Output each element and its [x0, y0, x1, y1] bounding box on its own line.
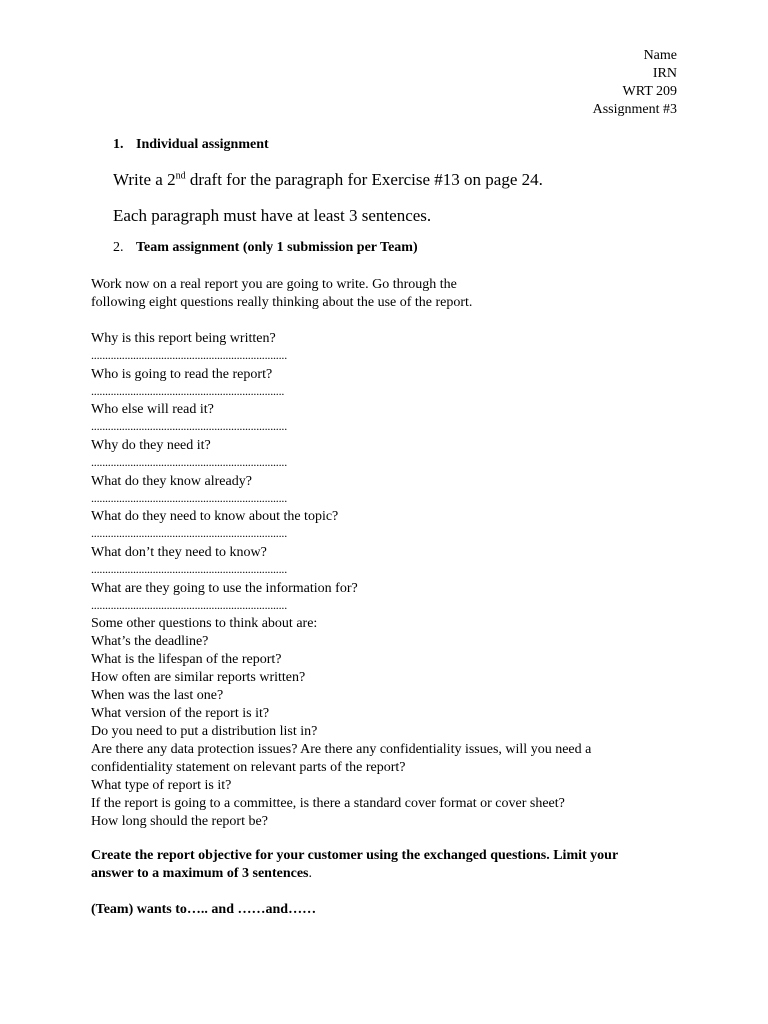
objective-line-2 [91, 865, 691, 883]
section1-heading [113, 137, 269, 153]
document-header [593, 47, 677, 119]
question-item [91, 508, 358, 544]
section2-number: 2. [113, 240, 124, 255]
objective-line-1: Create the report objective for your customer using the exchanged questions. Limit your [91, 848, 619, 863]
intro-line-2: following eight questions really thinking about the use of the report. [91, 295, 473, 310]
section1-requirement: Each paragraph must have at least 3 sentences. [113, 206, 432, 225]
section2-heading [113, 240, 418, 256]
objective-instruction [91, 847, 691, 883]
answer-line: ...................................................................... [91, 419, 288, 434]
other-question: If the report is going to a committee, is there a standard cover format or cover sheet? [91, 796, 565, 811]
question-text: What do they know already? [91, 473, 252, 489]
question-item [91, 473, 358, 509]
section1-instruction [113, 170, 543, 190]
question-item [91, 330, 358, 366]
question-item [91, 544, 358, 580]
answer-line: ...................................................................... [91, 455, 288, 470]
answer-line: ...................................................................... [91, 597, 288, 612]
other-question: When was the last one? [91, 688, 224, 703]
other-questions [91, 615, 671, 831]
other-question-continued: confidentiality statement on relevant parts of the report? [91, 760, 406, 775]
answer-line: ...................................................................... [91, 348, 288, 362]
other-questions-intro: Some other questions to think about are: [91, 616, 318, 631]
other-question: What type of report is it? [91, 778, 232, 793]
question-text: Why do they need it? [91, 438, 211, 454]
intro-line-1: Work now on a real report you are going to write. Go through the [91, 277, 457, 292]
header-course: WRT 209 [622, 84, 677, 99]
answer-line: ..................................................................... [91, 383, 285, 398]
section1-title: Individual assignment [136, 137, 269, 152]
question-text: What do they need to know about the topic? [91, 509, 339, 525]
instruction-superscript: nd [175, 170, 186, 182]
other-question: What’s the deadline? [91, 634, 209, 649]
question-text: Why is this report being written? [91, 331, 276, 346]
section1-number: 1. [113, 137, 124, 152]
question-text: What are they going to use the information for? [91, 580, 358, 596]
question-item [91, 437, 358, 473]
header-name: Name [643, 48, 677, 63]
answer-line: ...................................................................... [91, 526, 288, 541]
question-text: What don’t they need to know? [91, 545, 267, 561]
other-question: What is the lifespan of the report? [91, 652, 282, 667]
other-question: Are there any data protection issues? Are there any confidentiality issues, will you need a [91, 742, 592, 757]
answer-line: ...................................................................... [91, 562, 288, 577]
intro-paragraph [91, 276, 651, 312]
question-text: Who else will read it? [91, 402, 214, 418]
instruction-text-start: Write a 2 [113, 170, 176, 189]
objective-line-2-text: answer to a maximum of 3 sentences [91, 866, 309, 881]
other-question: What version of the report is it? [91, 706, 270, 721]
question-list [91, 330, 358, 616]
question-text: Who is going to read the report? [91, 366, 273, 382]
header-irn: IRN [652, 66, 677, 81]
section2-title: Team assignment (only 1 submission per Team) [136, 240, 418, 255]
instruction-text-end: draft for the paragraph for Exercise #13 on page 24. [185, 170, 543, 189]
objective-line-2-period: . [308, 866, 312, 881]
question-item [91, 401, 358, 437]
question-item [91, 366, 358, 402]
team-template-line: (Team) wants to….. and ……and…… [91, 902, 317, 917]
question-item [91, 580, 358, 616]
answer-line: ...................................................................... [91, 490, 288, 505]
header-assignment: Assignment #3 [592, 102, 677, 117]
other-question: Do you need to put a distribution list in? [91, 724, 318, 739]
other-question: How often are similar reports written? [91, 670, 306, 685]
other-question: How long should the report be? [91, 814, 268, 829]
